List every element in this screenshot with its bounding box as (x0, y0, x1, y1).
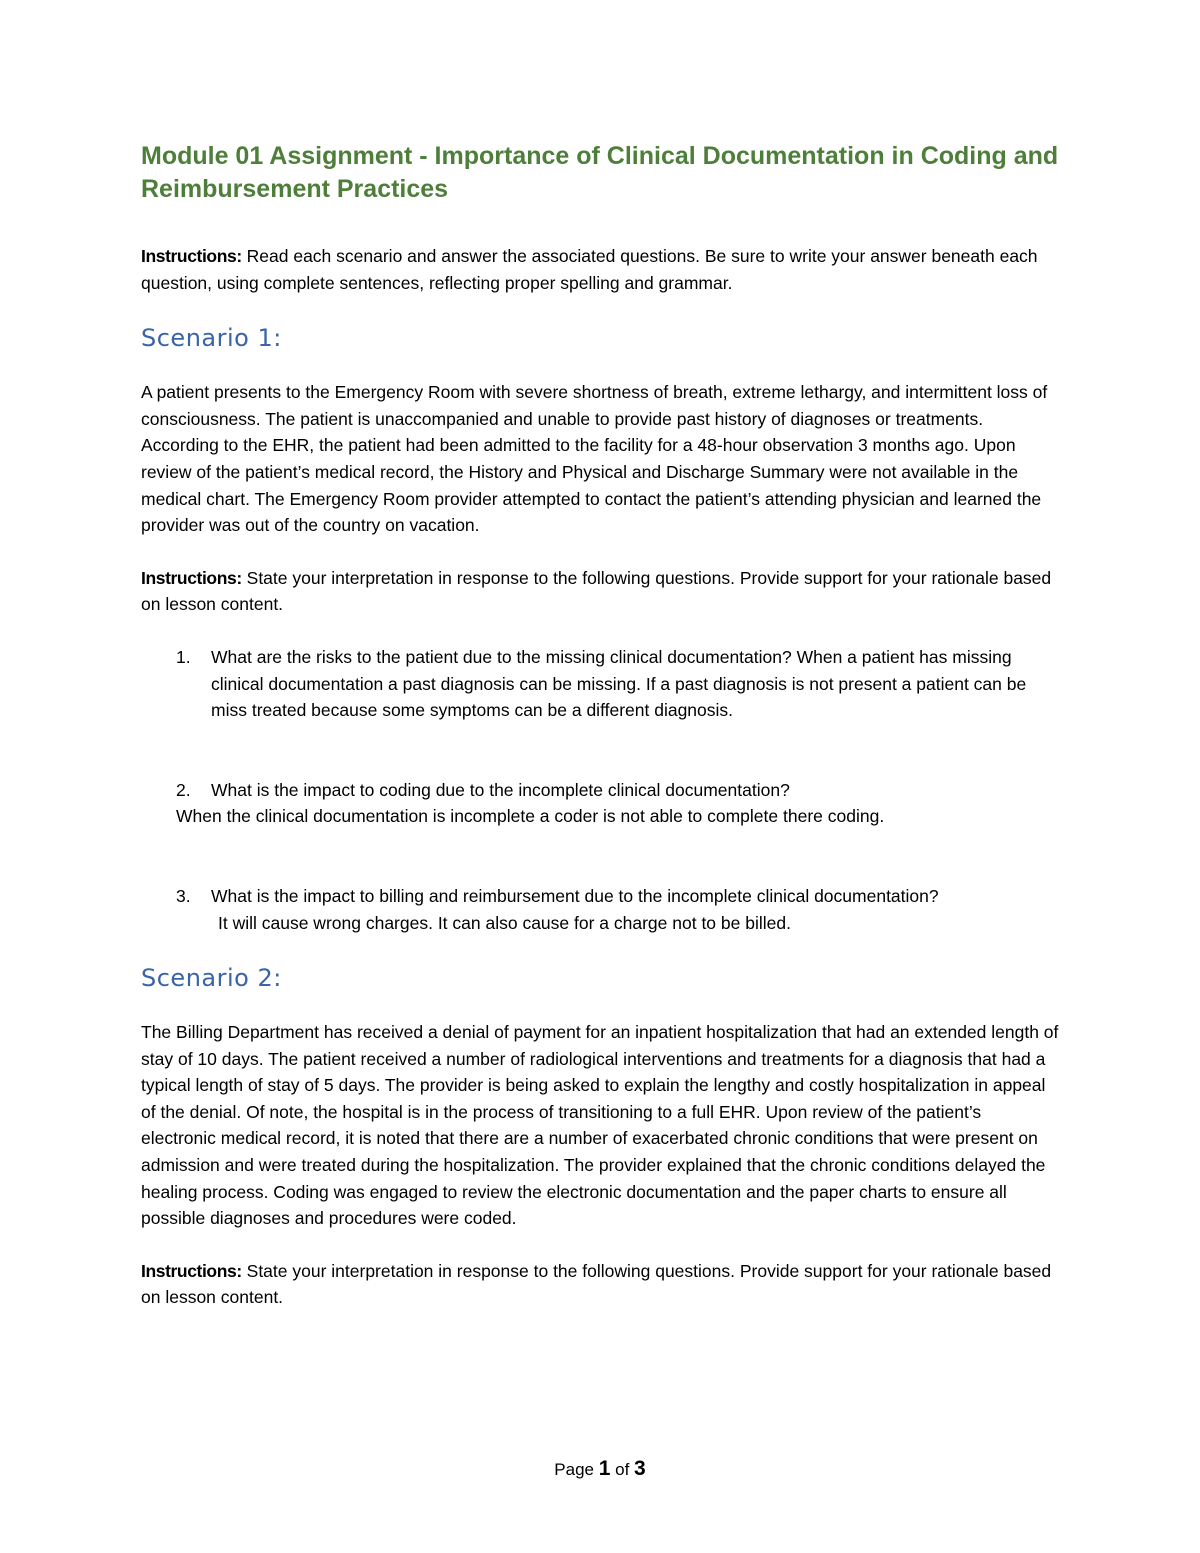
document-content (141, 140, 1059, 1311)
document-title: Module 01 Assignment - Importance of Clinical Documentation in Coding and Reimbursement Practices (141, 142, 1059, 203)
question-number: 2. (176, 779, 191, 800)
scenario-1-body: A patient presents to the Emergency Room with severe shortness of breath, extreme lethargy, and intermittent loss of consciousness. The patient is unaccompanied and unable to provide past history of diagnoses or treatments. According to the EHR, the patient had been admitted to the facility for a 48-hour observation 3 months ago. Upon review of the patient’s medical record, the History and Physical and Discharge Summary were not available in the medical chart. The Emergency Room provider attempted to contact the patient’s attending physician and learned the provider was out of the country on vacation. (141, 382, 1048, 536)
question-3 (141, 883, 1059, 936)
instructions-text: State your interpretation in response to the following questions. Provide support for your rationale based on lesson content. (141, 1260, 1052, 1308)
question-1-text (141, 644, 1059, 724)
question-text: What is the impact to coding due to the incomplete clinical documentation? (211, 779, 790, 800)
instructions-text: State your interpretation in response to the following questions. Provide support for your rationale based on lesson content. (141, 567, 1052, 615)
question-3-text (141, 883, 1059, 910)
page-footer (0, 1456, 1200, 1483)
question-number: 3. (176, 885, 191, 906)
answer-text: It will cause wrong charges. It can also cause for a charge not to be billed. (218, 912, 791, 933)
scenario-1-instructions (141, 565, 1059, 618)
page-total: 3 (634, 1457, 646, 1480)
page-current: 1 (598, 1457, 611, 1480)
page-word: Page (554, 1460, 599, 1479)
scenario-2-instructions (141, 1258, 1059, 1311)
instructions-label: Instructions: (141, 1260, 242, 1281)
answer-text: When a patient has missing clinical documentation a past diagnosis can be missing. If a past diagnosis is not present a patient can be miss treated because some symptoms can be a different diagnosis. (211, 646, 1027, 721)
scenario-2-heading: Scenario 2: (141, 964, 282, 993)
scenario-2-body: The Billing Department has received a denial of payment for an inpatient hospitalization that had an extended length of stay of 10 days. The patient received a number of radiological interventions and treatments for a diagnosis that had a typical length of stay of 5 days. The provider is being asked to explain the lengthy and costly hospitalization in appeal of the denial. Of note, the hospital is in the process of transitioning to a full EHR. Upon review of the patient’s electronic medical record, it is noted that there are a number of exacerbated chronic conditions that were present on admission and were treated during the hospitalization. The provider explained that the chronic conditions delayed the healing process. Coding was engaged to review the electronic documentation and the paper charts to ensure all possible diagnoses and procedures were coded. (141, 1022, 1059, 1229)
question-2-text (141, 777, 1059, 804)
question-number: 1. (176, 646, 191, 667)
answer-text: When the clinical documentation is incomplete a coder is not able to complete there coding. (176, 806, 885, 827)
general-instructions (141, 243, 1059, 296)
question-text: What is the impact to billing and reimbursement due to the incomplete clinical documentation? (211, 885, 939, 906)
question-text: What are the risks to the patient due to the missing clinical documentation? (211, 646, 792, 667)
instructions-text: Read each scenario and answer the associated questions. Be sure to write your answer beneath each question, using complete sentences, reflecting proper spelling and grammar. (141, 246, 1038, 293)
of-word: of (610, 1460, 635, 1479)
instructions-label: Instructions: (141, 246, 242, 266)
question-2 (141, 777, 1059, 830)
scenario-1-heading: Scenario 1: (141, 324, 282, 353)
question-1 (141, 644, 1059, 724)
instructions-label: Instructions: (141, 567, 242, 588)
